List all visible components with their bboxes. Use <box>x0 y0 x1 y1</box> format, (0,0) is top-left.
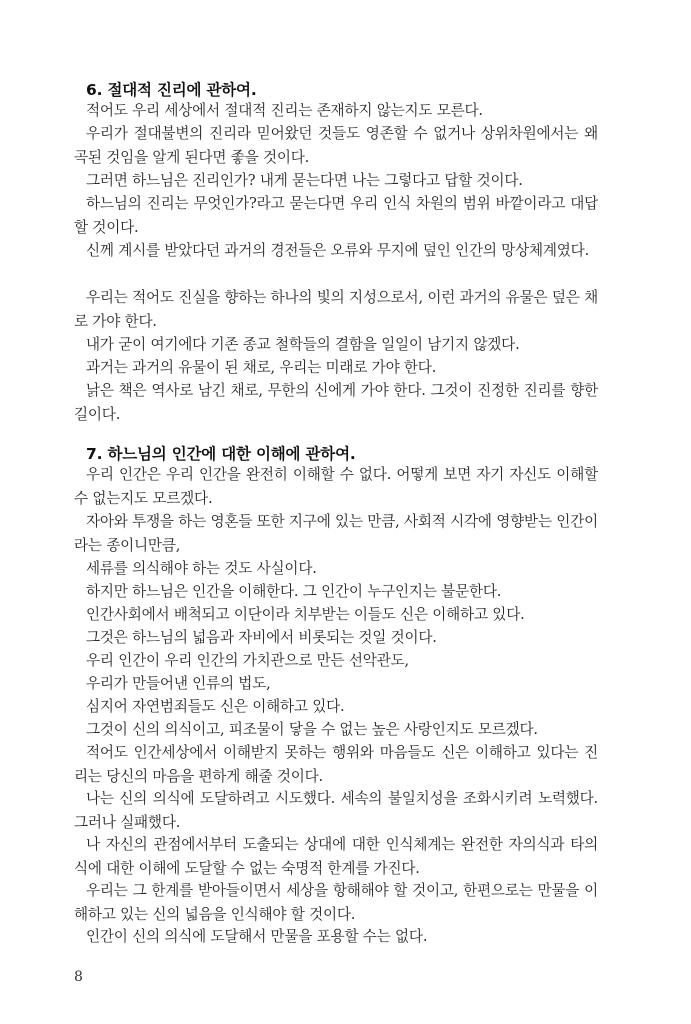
paragraph: 하지만 하느님은 인간을 이해한다. 그 인간이 누구인지는 불문한다. <box>86 583 502 600</box>
paragraph: 우리가 만들어낸 인류의 법도, <box>86 675 271 692</box>
paragraph: 우리는 적어도 진실을 향하는 하나의 빛의 지성으로서, 이런 과거의 유물은 덮은 채로 가야 한다. <box>74 289 598 330</box>
paragraph: 그러면 하느님은 진리인가? 내게 묻는다면 나는 그렇다고 답할 것이다. <box>86 172 523 189</box>
paragraph: 인간사회에서 배척되고 이단이라 치부받는 이들도 신은 이해하고 있다. <box>86 606 525 623</box>
paragraph: 신께 계시를 받았다던 과거의 경전들은 오류와 무지에 덮인 인간의 망상체계였다. <box>86 242 590 259</box>
paragraph: 낡은 책은 역사로 남긴 채로, 무한의 신에게 가야 한다. 그것이 진정한 진리를 향한 길이다. <box>74 382 598 423</box>
paragraph: 우리가 절대불변의 진리라 믿어왔던 것들도 영존할 수 없거나 상위차원에서는 왜곡된 것임을 알게 된다면 좋을 것이다. <box>74 125 598 166</box>
paragraph: 그것이 신의 의식이고, 피조물이 닿을 수 없는 높은 사랑인지도 모르겠다. <box>86 721 538 738</box>
paragraph: 우리는 그 한계를 받아들이면서 세상을 항해해야 할 것이고, 한편으로는 만물을 이해하고 있는 신의 넓음을 인식해야 할 것이다. <box>74 882 598 923</box>
paragraph: 인간이 신의 의식에 도달해서 만물을 포용할 수는 없다. <box>86 928 428 945</box>
paragraph: 심지어 자연범죄들도 신은 이해하고 있다. <box>86 698 345 715</box>
paragraph: 그것은 하느님의 넓음과 자비에서 비롯되는 것일 것이다. <box>86 629 437 646</box>
paragraph: 적어도 우리 세상에서 절대적 진리는 존재하지 않는지도 모른다. <box>86 102 483 119</box>
paragraph: 내가 굳이 여기에다 기존 종교 철학들의 결함을 일일이 남기지 않겠다. <box>86 336 520 353</box>
paragraph: 하느님의 진리는 무엇인가?라고 묻는다면 우리 인식 차원의 범위 바깥이라고 대답할 것이다. <box>74 195 598 236</box>
paragraph: 자아와 투쟁을 하는 영혼들 또한 지구에 있는 만큼, 사회적 시각에 영향받는 인간이라는 종이니만큼, <box>74 513 598 554</box>
paragraph: 세류를 의식해야 하는 것도 사실이다. <box>86 560 317 577</box>
page-number: 8 <box>74 969 83 985</box>
paragraph: 과거는 과거의 유물이 된 채로, 우리는 미래로 가야 한다. <box>86 359 437 376</box>
paragraph: 우리 인간이 우리 인간의 가치관으로 만든 선악관도, <box>86 652 409 669</box>
paragraph: 나 자신의 관점에서부터 도출되는 상대에 대한 인식체계는 완전한 자의식과 타의식에 대한 이해에 도달할 수 없는 숙명적 한계를 가진다. <box>74 836 598 877</box>
section-heading-7: 7. 하느님의 인간에 대한 이해에 관하여. <box>86 445 356 463</box>
paragraph: 우리 인간은 우리 인간을 완전히 이해할 수 없다. 어떻게 보면 자기 자신도 이해할 수 없는지도 모르겠다. <box>74 466 598 507</box>
paragraph: 나는 신의 의식에 도달하려고 시도했다. 세속의 불일치성을 조화시키려 노력했다. 그러나 실패했다. <box>74 790 598 831</box>
paragraph: 적어도 인간세상에서 이해받지 못하는 행위와 마음들도 신은 이해하고 있다는 진리는 당신의 마음을 편하게 해줄 것이다. <box>74 744 598 785</box>
section-heading-6: 6. 절대적 진리에 관하여. <box>86 81 257 99</box>
